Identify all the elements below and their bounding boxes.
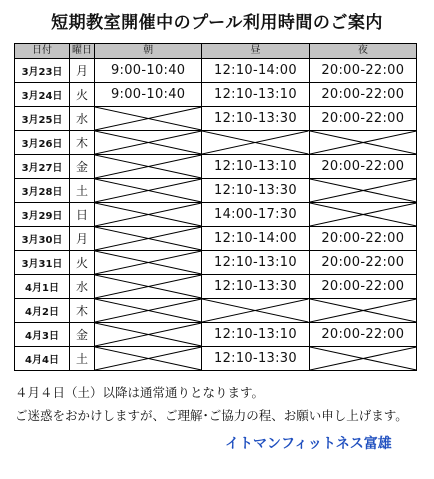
noon-time-cell: 12:10-14:00: [202, 59, 309, 83]
night-closed-cell: [309, 131, 416, 155]
weekday-cell: 木: [70, 131, 95, 155]
morning-closed-cell: [95, 203, 202, 227]
table-row: [15, 203, 417, 227]
notice-apology: ご迷惑をおかけしますが、ご理解･ご協力の程、お願い申し上げます。: [15, 408, 408, 423]
schedule-table: [14, 43, 417, 371]
noon-time-cell: 12:10-14:00: [202, 227, 309, 251]
noon-time-cell: 12:10-13:10: [202, 323, 309, 347]
closed-cross-icon: [202, 299, 308, 322]
closed-cross-icon: [310, 347, 416, 370]
weekday-cell: 水: [70, 107, 95, 131]
closed-cross-icon: [310, 299, 416, 322]
closed-cross-icon: [95, 227, 201, 250]
date-cell: 3月29日: [15, 203, 70, 227]
date-cell: 3月23日: [15, 59, 70, 83]
noon-time-cell: 12:10-13:30: [202, 275, 309, 299]
date-cell: 4月4日: [15, 347, 70, 371]
weekday-cell: 木: [70, 299, 95, 323]
night-time-cell: 20:00-22:00: [309, 59, 416, 83]
morning-closed-cell: [95, 347, 202, 371]
noon-time-cell: 12:10-13:30: [202, 107, 309, 131]
weekday-cell: 土: [70, 179, 95, 203]
morning-closed-cell: [95, 179, 202, 203]
night-closed-cell: [309, 347, 416, 371]
table-row: [15, 251, 417, 275]
night-time-cell: 20:00-22:00: [309, 155, 416, 179]
table-row: [15, 179, 417, 203]
closed-cross-icon: [95, 155, 201, 178]
weekday-cell: 火: [70, 83, 95, 107]
night-closed-cell: [309, 203, 416, 227]
table-row: [15, 83, 417, 107]
noon-time-cell: 12:10-13:30: [202, 347, 309, 371]
table-row: [15, 155, 417, 179]
noon-time-cell: 12:10-13:10: [202, 155, 309, 179]
night-time-cell: 20:00-22:00: [309, 251, 416, 275]
date-cell: 4月1日: [15, 275, 70, 299]
noon-time-cell: 12:10-13:10: [202, 83, 309, 107]
closed-cross-icon: [95, 323, 201, 346]
date-cell: 3月25日: [15, 107, 70, 131]
date-cell: 3月28日: [15, 179, 70, 203]
night-time-cell: 20:00-22:00: [309, 323, 416, 347]
table-row: [15, 227, 417, 251]
night-time-cell: 20:00-22:00: [309, 83, 416, 107]
table-row: [15, 131, 417, 155]
brand-name: イトマンフィットネス富雄: [225, 436, 392, 452]
table-body: [15, 59, 417, 371]
morning-closed-cell: [95, 323, 202, 347]
date-cell: 3月31日: [15, 251, 70, 275]
page-title: 短期教室開催中のプール利用時間のご案内: [51, 13, 383, 33]
morning-time-cell: 9:00-10:40: [95, 83, 202, 107]
table-row: [15, 323, 417, 347]
header-morning: 朝: [95, 44, 202, 59]
date-cell: 4月2日: [15, 299, 70, 323]
closed-cross-icon: [95, 179, 201, 202]
header-date: 日付: [15, 44, 70, 59]
table-row: [15, 299, 417, 323]
closed-cross-icon: [95, 107, 201, 130]
noon-closed-cell: [202, 131, 309, 155]
weekday-cell: 火: [70, 251, 95, 275]
header-noon: 昼: [202, 44, 309, 59]
closed-cross-icon: [95, 347, 201, 370]
weekday-cell: 月: [70, 227, 95, 251]
morning-closed-cell: [95, 251, 202, 275]
closed-cross-icon: [95, 299, 201, 322]
noon-closed-cell: [202, 299, 309, 323]
morning-closed-cell: [95, 227, 202, 251]
morning-closed-cell: [95, 131, 202, 155]
header-night: 夜: [309, 44, 416, 59]
date-cell: 4月3日: [15, 323, 70, 347]
notice-resume-normal: ４月４日（土）以降は通常通りとなります。: [15, 385, 265, 400]
closed-cross-icon: [202, 131, 308, 154]
closed-cross-icon: [310, 203, 416, 226]
date-cell: 3月24日: [15, 83, 70, 107]
night-closed-cell: [309, 179, 416, 203]
weekday-cell: 土: [70, 347, 95, 371]
morning-time-cell: 9:00-10:40: [95, 59, 202, 83]
night-time-cell: 20:00-22:00: [309, 227, 416, 251]
weekday-cell: 水: [70, 275, 95, 299]
night-time-cell: 20:00-22:00: [309, 275, 416, 299]
table-row: [15, 59, 417, 83]
weekday-cell: 金: [70, 323, 95, 347]
noon-time-cell: 12:10-13:30: [202, 179, 309, 203]
closed-cross-icon: [95, 275, 201, 298]
closed-cross-icon: [310, 131, 416, 154]
table-row: [15, 347, 417, 371]
noon-time-cell: 14:00-17:30: [202, 203, 309, 227]
closed-cross-icon: [95, 251, 201, 274]
header-day: 曜日: [70, 44, 95, 59]
table-header: [15, 44, 417, 59]
night-time-cell: 20:00-22:00: [309, 107, 416, 131]
weekday-cell: 金: [70, 155, 95, 179]
morning-closed-cell: [95, 275, 202, 299]
table-row: [15, 275, 417, 299]
weekday-cell: 月: [70, 59, 95, 83]
weekday-cell: 日: [70, 203, 95, 227]
closed-cross-icon: [310, 179, 416, 202]
date-cell: 3月26日: [15, 131, 70, 155]
morning-closed-cell: [95, 107, 202, 131]
noon-time-cell: 12:10-13:10: [202, 251, 309, 275]
morning-closed-cell: [95, 155, 202, 179]
closed-cross-icon: [95, 203, 201, 226]
date-cell: 3月30日: [15, 227, 70, 251]
date-cell: 3月27日: [15, 155, 70, 179]
table-row: [15, 107, 417, 131]
night-closed-cell: [309, 299, 416, 323]
morning-closed-cell: [95, 299, 202, 323]
closed-cross-icon: [95, 131, 201, 154]
